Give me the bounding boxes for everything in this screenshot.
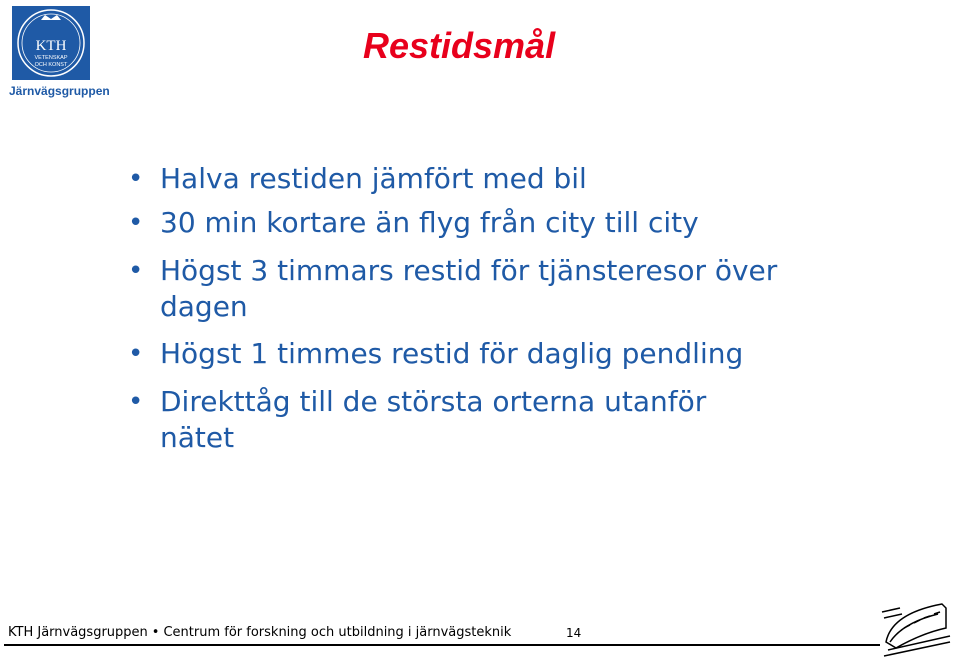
kth-logo xyxy=(12,6,90,80)
logo-sub1: VETENSKAP xyxy=(34,55,68,61)
footer-org: KTH Järnvägsgruppen xyxy=(8,625,148,640)
bullet-text: Halva restiden jämfört med bil xyxy=(160,162,587,195)
slide-title: Restidsmål xyxy=(363,25,556,66)
bullet-item xyxy=(128,205,860,241)
bullet-text: Högst 1 timmes restid för daglig pendling xyxy=(160,337,744,370)
bullet-text: Högst 3 timmars restid för tjänsteresor över dagen xyxy=(160,254,778,323)
bullet-dot-icon: • xyxy=(128,164,144,194)
logo-text: KTH xyxy=(35,38,67,54)
bullet-dot-icon: • xyxy=(128,339,144,369)
bullet-item xyxy=(128,161,860,197)
bullet-dot-icon: • xyxy=(128,208,144,238)
footer-separator: • xyxy=(151,625,160,640)
bullet-text: Direkttåg till de största orterna utanför nätet xyxy=(160,385,707,454)
bullet-dot-icon: • xyxy=(128,387,144,417)
bullet-dot-icon: • xyxy=(128,256,144,286)
bullet-text: 30 min kortare än flyg från city till city xyxy=(160,206,699,239)
footer-center: Centrum för forskning och utbildning i järnvägsteknik xyxy=(163,625,512,640)
logo-caption: Järnvägsgruppen xyxy=(9,84,110,98)
page-number: 14 xyxy=(566,626,582,640)
logo-sub2: OCH KONST xyxy=(34,62,68,68)
footer-divider xyxy=(4,644,880,646)
bullet-item xyxy=(128,253,780,325)
train-icon xyxy=(880,598,952,660)
bullet-item xyxy=(128,384,780,456)
footer-text xyxy=(8,625,511,640)
bullet-item xyxy=(128,336,860,372)
